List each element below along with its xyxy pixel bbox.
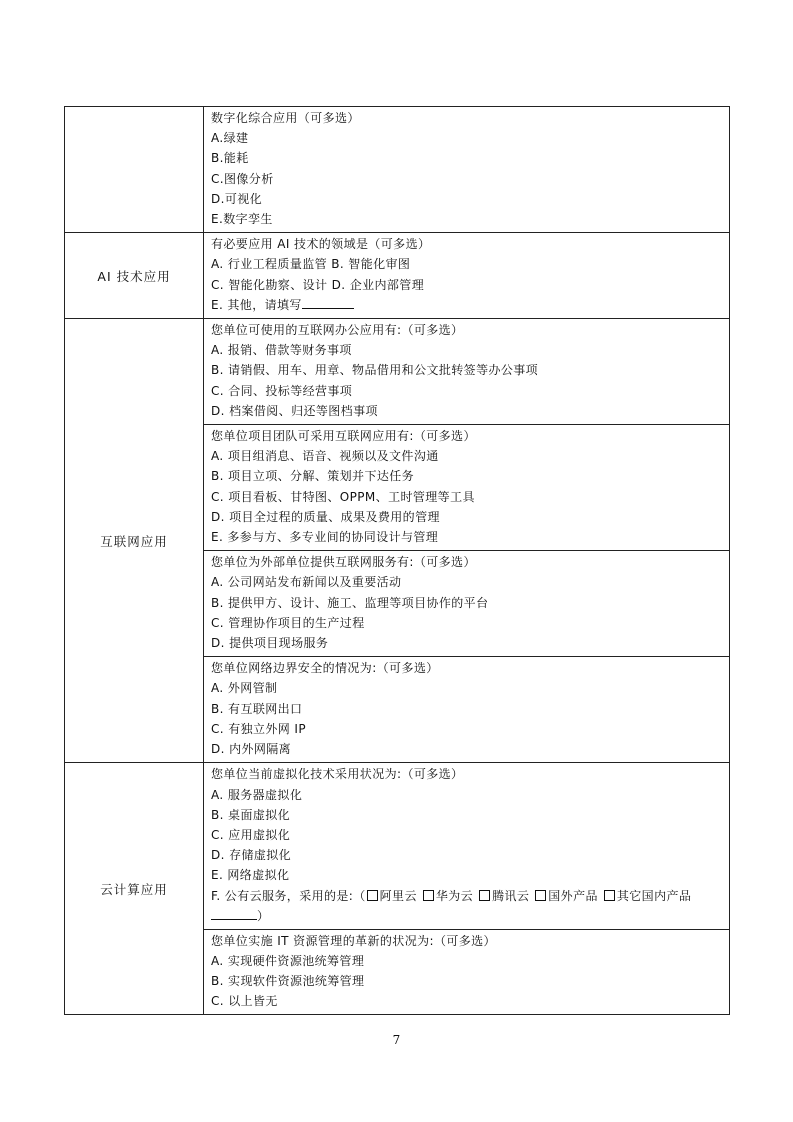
option-text[interactable]: A. 项目组消息、语音、视频以及文件沟通 <box>211 449 439 464</box>
question-text: 您单位当前虚拟化技术采用状况为:（可多选） <box>211 767 464 782</box>
checkbox-label: 其它国内产品 <box>616 888 692 903</box>
section-label-internet-application: 互联网应用 <box>65 319 204 763</box>
option-text[interactable]: C. 合同、投标等经营事项 <box>211 383 353 398</box>
section-label-cloud-computing-application: 云计算应用 <box>65 763 204 1015</box>
question-text: 有必要应用 AI 技术的领域是（可多选） <box>211 237 431 252</box>
survey-table <box>64 106 730 1015</box>
section-label-ai-tech-application: AI 技术应用 <box>65 233 204 319</box>
option-text[interactable]: D. 存储虚拟化 <box>211 848 292 863</box>
option-text[interactable]: C. 有独立外网 IP <box>211 721 306 736</box>
section-label-digital-application <box>65 107 204 233</box>
page-number: 7 <box>392 1033 401 1047</box>
question-text: 您单位网络边界安全的情况为:（可多选） <box>211 661 439 676</box>
checkbox[interactable] <box>367 890 378 901</box>
checkbox-label: 腾讯云 <box>492 888 530 903</box>
option-text[interactable]: A. 外网管制 <box>211 681 278 696</box>
table-row <box>65 233 730 319</box>
table-row <box>65 319 730 425</box>
option-text[interactable]: A. 实现硬件资源池统筹管理 <box>211 953 365 968</box>
option-text[interactable]: C. 项目看板、甘特图、OPPM、工时管理等工具 <box>211 489 475 504</box>
option-text[interactable]: E. 多参与方、多专业间的协同设计与管理 <box>211 530 439 545</box>
question-text: 您单位项目团队可采用互联网应用有:（可多选） <box>211 429 476 444</box>
question-cell <box>204 929 730 1015</box>
option-text[interactable]: C. 以上皆无 <box>211 994 278 1009</box>
option-text[interactable]: D.可视化 <box>211 191 263 206</box>
question-cell <box>204 319 730 425</box>
option-other <box>211 295 723 315</box>
option-text[interactable]: B. 提供甲方、设计、施工、监理等项目协作的平台 <box>211 595 489 610</box>
option-text[interactable]: E.数字孪生 <box>211 212 273 227</box>
question-text: 您单位为外部单位提供互联网服务有:（可多选） <box>211 555 476 570</box>
option-text[interactable]: C.图像分析 <box>211 171 274 186</box>
option-text[interactable]: B. 实现软件资源池统筹管理 <box>211 973 365 988</box>
checkbox-label: 国外产品 <box>548 888 598 903</box>
question-cell <box>204 657 730 763</box>
table-row <box>65 763 730 929</box>
option-text[interactable]: C. 应用虚拟化 <box>211 827 291 842</box>
checkbox[interactable] <box>535 890 546 901</box>
option-text[interactable]: B.能耗 <box>211 151 249 166</box>
cloud-option-prefix: F. 公有云服务，采用的是:（ <box>211 888 366 903</box>
option-text[interactable]: B. 请销假、用车、用章、物品借用和公文批转签等办公事项 <box>211 363 539 378</box>
option-text[interactable]: B. 有互联网出口 <box>211 701 303 716</box>
question-text: 您单位实施 IT 资源管理的革新的状况为:（可多选） <box>211 933 496 948</box>
option-text[interactable]: D. 项目全过程的质量、成果及费用的管理 <box>211 509 440 524</box>
option-text[interactable]: A. 行业工程质量监管 B. 智能化审图 <box>211 257 411 272</box>
checkbox-label: 阿里云 <box>379 888 417 903</box>
checkbox[interactable] <box>423 890 434 901</box>
option-text[interactable]: B. 项目立项、分解、策划并下达任务 <box>211 469 415 484</box>
option-text[interactable]: D. 档案借阅、归还等图档事项 <box>211 403 378 418</box>
option-text[interactable]: D. 提供项目现场服务 <box>211 636 329 651</box>
question-cell <box>204 551 730 657</box>
table-row <box>65 107 730 233</box>
question-cell <box>204 107 730 233</box>
checkbox[interactable] <box>604 890 615 901</box>
fill-in-blank[interactable] <box>211 906 257 920</box>
option-text[interactable]: E. 网络虚拟化 <box>211 868 290 883</box>
option-text[interactable]: A. 公司网站发布新闻以及重要活动 <box>211 575 402 590</box>
public-cloud-option <box>211 886 723 926</box>
option-text[interactable]: A. 服务器虚拟化 <box>211 787 303 802</box>
question-cell <box>204 233 730 319</box>
question-cell <box>204 763 730 929</box>
option-text[interactable]: C. 智能化勘察、设计 D. 企业内部管理 <box>211 277 425 292</box>
option-text[interactable]: C. 管理协作项目的生产过程 <box>211 615 365 630</box>
fill-in-blank[interactable] <box>302 295 354 309</box>
checkbox-label: 华为云 <box>435 888 474 903</box>
option-text[interactable]: D. 内外网隔离 <box>211 742 292 757</box>
question-text: 您单位可使用的互联网办公应用有:（可多选） <box>211 323 464 338</box>
option-text[interactable]: A.绿建 <box>211 131 249 146</box>
question-cell <box>204 425 730 551</box>
cloud-option-suffix: ） <box>257 908 270 923</box>
option-text[interactable]: B. 桌面虚拟化 <box>211 807 291 822</box>
checkbox[interactable] <box>479 890 490 901</box>
question-text: 数字化综合应用（可多选） <box>211 111 360 125</box>
option-text[interactable]: A. 报销、借款等财务事项 <box>211 343 352 358</box>
option-other-label: E. 其他，请填写 <box>211 297 302 312</box>
